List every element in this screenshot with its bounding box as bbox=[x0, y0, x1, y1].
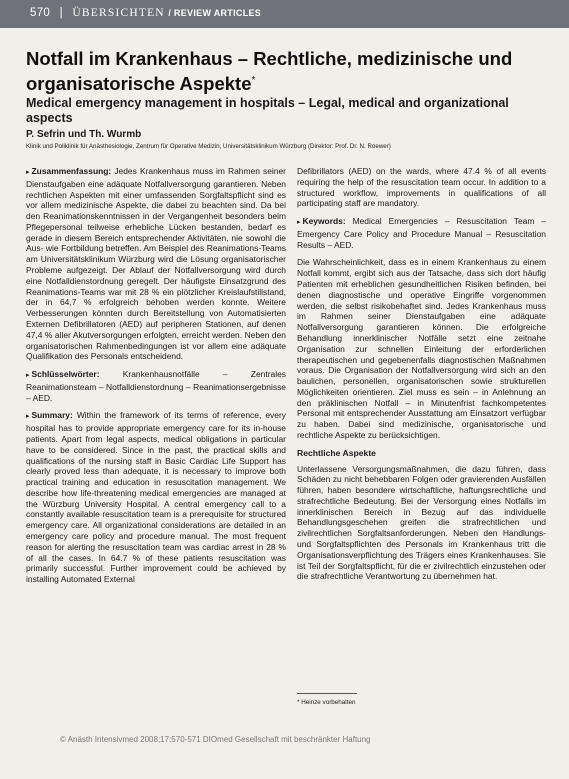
summary-paragraph bbox=[26, 410, 286, 585]
schluesselwoerter-text: Krankenhausnotfälle – Zentrales Reanimationsteam – Notfalldienstordnung – Reanimationsergebnisse – AED. bbox=[26, 369, 286, 403]
header-separator: | bbox=[59, 7, 63, 19]
header-text bbox=[30, 7, 261, 19]
triangle-bullet-icon: ▸ bbox=[26, 169, 30, 176]
footnote-rule bbox=[297, 693, 357, 694]
summary-label: Summary: bbox=[31, 410, 73, 421]
summary-continued: Defibrillators (AED) on the wards, where 47.4 % of all events requiring the help of the resuscitation team occur. In addition to a structured workflow, improvements in qualifications of all participating staff are mandatory. bbox=[297, 166, 546, 209]
triangle-bullet-icon: ▸ bbox=[26, 413, 30, 421]
keywords-text: Medical Emergencies – Resuscitation Team – Emergency Care Policy and Procedure Manual – Resuscitation Results – AED. bbox=[297, 216, 546, 250]
page-header-bar bbox=[0, 0, 569, 28]
summary-text: Within the framework of its terms of reference, every hospital has to provide appropriate emergency care for its in-house patients. Apart from legal aspects, medical obligations in particular have to be considered. Since in the past, the practical skills and qualifications of the nursing staff in Basic Cardiac Life Support has clearly proved less than adequate, it is necessary to improve both practical training and education in resuscitation management. We describe how life-threatening medical emergencies are managed at the Würzburg University Hospital. A central emergency call to a constantly available resuscitation team is a prerequisite for structured emergency care. All organizational considerations are detailed in an emergency care policy and procedure manual. The most frequent reason for alerting the resuscitation team was cardiac arrest in 28 % of all the cases. In 64.7 % of these patients resuscitation was primarily successful. Further improvement could be achieved by installing Automated External bbox=[26, 410, 286, 585]
section-heading: Rechtliche Aspekte bbox=[297, 447, 376, 458]
right-column bbox=[297, 166, 546, 589]
keywords-label: Keywords: bbox=[302, 216, 346, 227]
page-number: 570 bbox=[30, 7, 51, 19]
zusammenfassung-text: Jedes Krankenhaus muss im Rahmen seiner Dienstaufgaben eine adäquate Notfallversorgung garantieren. Neben rechtlichen Aspekten mit einer umfassenden Sorgfaltspflicht sind es vor allem medizinische Aspekte, die dabei zu beachten sind. Da bei den Reanimationskenntnissen in der Vergangenheit besonders beim Pflegepersonal teilweise erhebliche Lücken bestanden, bedarf es gerade in diesem Bereich entsprechender Aktivitäten, nie sowohl die Aus- wie Fortbildung betreffen. Am Beispiel des Reanimations-Teams am Universitätsklinikum Würzburg wird die Lösung organisatorischer Probleme aufgezeigt. Der Ablauf der Notfallversorgung wird durch eine Notfalldienstordnung geregelt. Der häufigste Einsatzgrund des Reanimations-Teams war mit 28 % ein plötzlicher Kreislaufstillstand, der in 64,7 % erfolgreich behoben werden konnte. Weitere Verbesserungen könnten durch Bereitstellung von Automatisierten Externen Defibrillatoren (AED) auf peripheren Stationen, auf denen 47,4 % aller Akutversorgungen erfolgten, erreicht werden. Neben den organisatorischen Rahmenbedingungen ist vor allem eine adäquate Qualifikation des Personals entscheidend. bbox=[26, 166, 286, 362]
subsection-name: / REVIEW ARTICLES bbox=[168, 8, 262, 18]
keywords-paragraph bbox=[297, 216, 546, 250]
zusammenfassung-paragraph bbox=[26, 166, 286, 362]
zusammenfassung-label: Zusammenfassung: bbox=[31, 166, 112, 176]
article-subtitle: Medical emergency management in hospitals – Legal, medical and organizational aspects bbox=[26, 96, 509, 125]
authors: P. Sefrin und Th. Wurmb bbox=[26, 129, 142, 140]
page-footer: © Anästh Intensivmed 2008;17:570-571 DIOmed Gesellschaft mit beschränkter Haftung bbox=[60, 735, 371, 744]
left-column bbox=[26, 166, 286, 592]
schluesselwoerter-paragraph bbox=[26, 369, 286, 403]
article-title bbox=[26, 48, 546, 95]
body-paragraph: Die Wahrscheinlichkeit, dass es in einem Krankenhaus zu einem Notfall kommt, ergibt sich aus der Tatsache, dass sich dort häufig Patienten mit erheblichen gesundheitlichen Risiken befinden, bei denen diagnostische und operative Eingriffe vorgenommen werden, die selbst risikobehaftet sind. Jedes Krankenhaus muss im Rahmen seiner Dienstaufgaben eine adäquate Notfallversorgung garantieren können. Die erfolgreiche Behandlung innerklinischer Notfälle setzt eine zeitnahe Organisation zur schnellen Einleitung der erforderlichen therapeutischen und gegebenenfalls diagnostischen Maßnahmen voraus. Die Organisation der Notfallversorgung wird sich an den baulichen, personellen, organisatorischen sowie strukturellen Möglichkeiten orientieren. Ziel muss es sein – in Anlehnung an den präklinischen Notfall – in Minutenfrist fachkompetentes Personal mit entsprechender Ausstattung am Einsatzort verfügbar zu haben. Dabei sind medizinische, organisatorische und rechtliche Aspekte zu berücksichtigen. bbox=[297, 257, 546, 440]
article-title-text: Notfall im Krankenhaus – Rechtliche, medizinische und organisatorische Aspekte bbox=[26, 48, 513, 95]
footnote: * Heinze vorbehalten bbox=[297, 699, 356, 706]
title-footnote-mark: * bbox=[251, 75, 256, 86]
section-paragraph: Unterlassene Versorgungsmaßnahmen, die dazu führen, dass Schäden zu nicht behebbaren Folgen oder gravierenden Ausfällen führen, haben besondere wirtschaftliche, haftungsrechtliche und strafrechtliche Bedeutung. Bei der Versorgung eines Notfalls im innerklinischen Bereich in Bezug auf das individuelle Behandlungsgeschehen greifen die strafrechtlichen und zivilrechtlichen Sorgfaltsanforderungen. Neben den Handlungs- und Sorgfaltspflichten des Personals im Krankenhaus tritt die Organisationsverpflichtung des Trägers eines Krankenhauses. Sie ist Teil der Sorgfaltspflicht, für die er zivilrechtlich einzustehen oder die strafrechtliche Verantwortung zu übernehmen hat. bbox=[297, 463, 546, 582]
triangle-bullet-icon: ▸ bbox=[26, 372, 30, 380]
affiliation: Klinik und Poliklinik für Anästhesiologie, Zentrum für Operative Medizin, Universitätsklinikum Würzburg (Direktor: Prof. Dr. N. Roewer) bbox=[26, 143, 391, 150]
section-name: ÜBERSICHTEN bbox=[72, 7, 165, 19]
schluesselwoerter-label: Schlüsselwörter: bbox=[31, 369, 100, 380]
triangle-bullet-icon: ▸ bbox=[297, 219, 301, 227]
